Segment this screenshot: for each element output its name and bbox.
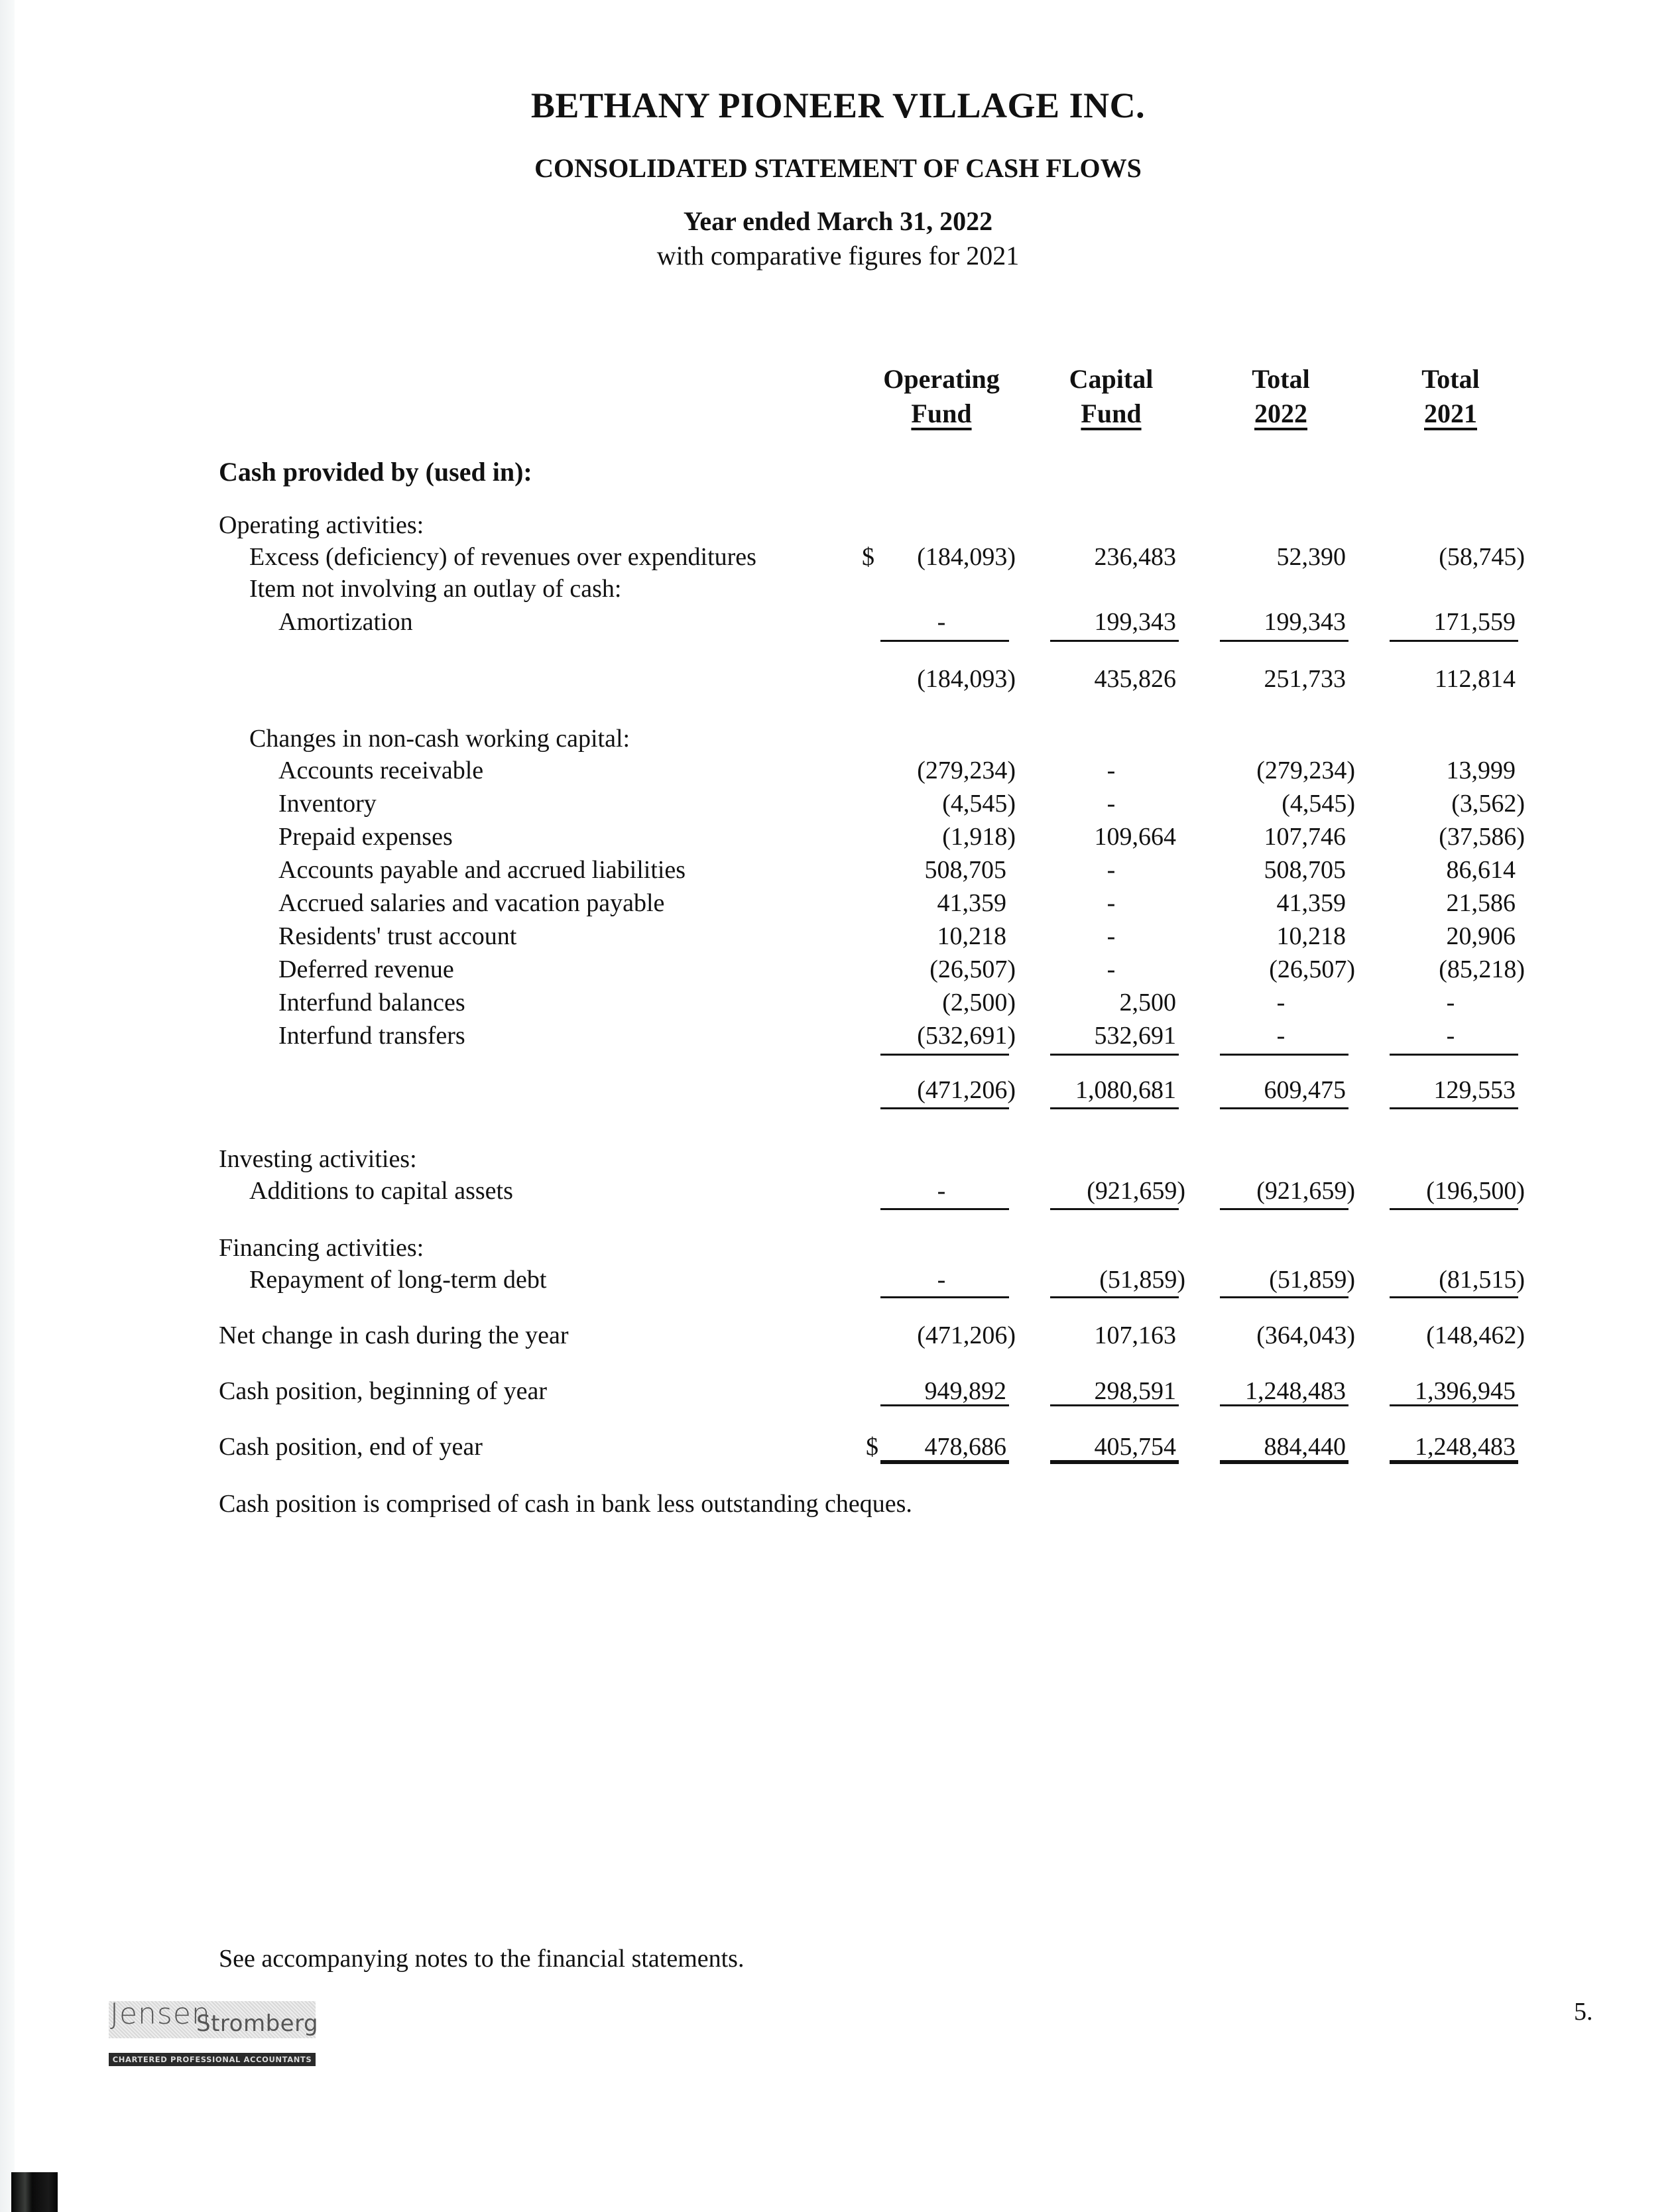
section-non-cash-item: Item not involving an outlay of cash: [249, 575, 622, 603]
underline [1050, 640, 1179, 642]
underline [1050, 1208, 1179, 1210]
cell-ifb-operating: (2,500) [942, 989, 1016, 1016]
row-label-accrued-salaries: Accrued salaries and vacation payable [278, 889, 665, 917]
underline [880, 1208, 1009, 1210]
cell-ar-capital: - [1107, 757, 1116, 784]
cell-deferred-total-2021: (85,218) [1439, 955, 1525, 983]
row-label-interfund-transfers: Interfund transfers [278, 1022, 465, 1050]
cell-trust-operating: 10,218 [937, 922, 1006, 950]
cell-excess-operating: (184,093) [917, 543, 1016, 571]
cell-ift-total-2022: - [1276, 1022, 1286, 1050]
underline [880, 1107, 1009, 1109]
cell-ifb-total-2021: - [1446, 989, 1455, 1016]
cell-prepaid-capital: 109,664 [1094, 823, 1176, 851]
cell-ift-capital: 532,691 [1094, 1022, 1176, 1050]
scan-edge [0, 0, 15, 2212]
cell-subtotal-working-total-2021: 129,553 [1433, 1076, 1516, 1104]
section-working-capital: Changes in non-cash working capital: [249, 725, 630, 753]
cell-capassets-total-2022: (921,659) [1256, 1177, 1355, 1205]
cell-inventory-total-2022: (4,545) [1282, 790, 1355, 818]
cell-deferred-capital: - [1107, 955, 1116, 983]
cell-ar-operating: (279,234) [917, 757, 1016, 784]
cell-amortization-operating: - [937, 608, 946, 636]
row-label-accounts-payable: Accounts payable and accrued liabilities [278, 856, 686, 884]
cell-amortization-capital: 199,343 [1094, 608, 1176, 636]
cash-position-footnote: Cash position is comprised of cash in bank less outstanding cheques. [219, 1490, 912, 1518]
cell-end-total-2021: 1,248,483 [1415, 1433, 1516, 1461]
comparative-subtitle: with comparative figures for 2021 [656, 241, 1020, 271]
cell-ap-total-2022: 508,705 [1264, 856, 1346, 884]
row-label-inventory: Inventory [278, 790, 377, 818]
cell-salaries-total-2022: 41,359 [1276, 889, 1346, 917]
row-label-deferred-revenue: Deferred revenue [278, 955, 454, 983]
column-header-total-2021: Total 2021 [1421, 364, 1480, 428]
cell-subtotal-operating-total-2022: 251,733 [1264, 665, 1346, 693]
column-header-total-2022: Total 2022 [1252, 364, 1310, 428]
cell-trust-total-2021: 20,906 [1446, 922, 1516, 950]
section-operating: Operating activities: [219, 511, 424, 539]
section-financing: Financing activities: [219, 1234, 424, 1262]
underline [1390, 1208, 1518, 1210]
cell-deferred-total-2022: (26,507) [1269, 955, 1355, 983]
cell-begin-total-2021: 1,396,945 [1415, 1377, 1516, 1405]
cell-capassets-operating: - [937, 1177, 946, 1205]
cell-ltd-total-2021: (81,515) [1439, 1266, 1525, 1294]
cell-ar-total-2022: (279,234) [1256, 757, 1355, 784]
cell-begin-capital: 298,591 [1094, 1377, 1176, 1405]
cell-trust-total-2022: 10,218 [1276, 922, 1346, 950]
cell-ap-capital: - [1107, 856, 1116, 884]
company-name: BETHANY PIONEER VILLAGE INC. [530, 86, 1146, 125]
cell-ift-total-2021: - [1446, 1022, 1455, 1050]
double-underline [1050, 1460, 1179, 1464]
section-investing: Investing activities: [219, 1145, 417, 1173]
underline [1220, 1296, 1348, 1298]
cell-ift-operating: (532,691) [917, 1022, 1016, 1050]
row-label-prepaid: Prepaid expenses [278, 823, 453, 851]
cell-excess-capital: 236,483 [1094, 543, 1176, 571]
underline [1220, 1107, 1348, 1109]
cell-subtotal-operating-total-2021: 112,814 [1434, 665, 1516, 693]
double-underline [1220, 1460, 1348, 1464]
page-number: 5. [1574, 1998, 1593, 2026]
underline [1220, 1208, 1348, 1210]
cell-begin-total-2022: 1,248,483 [1245, 1377, 1346, 1405]
row-label-amortization: Amortization [278, 608, 413, 636]
row-label-net-change: Net change in cash during the year [219, 1321, 569, 1349]
logo-name-jensen: Jensen [110, 1997, 211, 2031]
row-label-residents-trust: Residents' trust account [278, 922, 517, 950]
underline [1050, 1296, 1179, 1298]
cell-subtotal-working-operating: (471,206) [917, 1076, 1016, 1104]
underline [1220, 640, 1348, 642]
double-underline [880, 1460, 1009, 1464]
cell-salaries-total-2021: 21,586 [1446, 889, 1516, 917]
cell-net-total-2022: (364,043) [1256, 1321, 1355, 1349]
underline [1220, 1054, 1348, 1056]
currency-symbol: $ [862, 543, 874, 571]
column-header-capital-fund: Capital Fund [1069, 364, 1154, 428]
cell-prepaid-total-2022: 107,746 [1264, 823, 1346, 851]
cell-inventory-total-2021: (3,562) [1451, 790, 1525, 818]
cell-net-total-2021: (148,462) [1426, 1321, 1525, 1349]
cell-ltd-capital: (51,859) [1099, 1266, 1185, 1294]
underline [1050, 1404, 1179, 1406]
cell-prepaid-total-2021: (37,586) [1439, 823, 1525, 851]
underline [880, 1296, 1009, 1298]
row-label-capital-assets: Additions to capital assets [249, 1177, 513, 1205]
cell-capassets-capital: (921,659) [1087, 1177, 1185, 1205]
cell-begin-operating: 949,892 [924, 1377, 1006, 1405]
currency-symbol: $ [866, 1433, 878, 1461]
cell-amortization-total-2022: 199,343 [1264, 608, 1346, 636]
section-cash-provided: Cash provided by (used in): [219, 457, 532, 487]
cell-subtotal-operating-capital: 435,826 [1094, 665, 1176, 693]
cell-end-capital: 405,754 [1094, 1433, 1176, 1461]
underline [1390, 1404, 1518, 1406]
row-label-long-term-debt: Repayment of long-term debt [249, 1266, 547, 1294]
cell-trust-capital: - [1107, 922, 1116, 950]
cell-salaries-operating: 41,359 [937, 889, 1006, 917]
underline [1050, 1054, 1179, 1056]
cell-subtotal-working-capital: 1,080,681 [1075, 1076, 1176, 1104]
underline [1050, 1107, 1179, 1109]
cell-subtotal-operating-operating: (184,093) [917, 665, 1016, 693]
row-label-cash-beginning: Cash position, beginning of year [219, 1377, 547, 1405]
underline [880, 1404, 1009, 1406]
underline [1390, 1296, 1518, 1298]
column-header-operating-fund: Operating Fund [883, 364, 1000, 428]
row-label-cash-end: Cash position, end of year [219, 1433, 483, 1461]
logo-name-stromberg: Stromberg [196, 2010, 319, 2037]
cell-excess-total-2021: (58,745) [1439, 543, 1525, 571]
cell-net-capital: 107,163 [1094, 1321, 1176, 1349]
cell-prepaid-operating: (1,918) [942, 823, 1016, 851]
row-label-excess: Excess (deficiency) of revenues over expenditures [249, 543, 756, 571]
accounting-firm-logo [103, 1997, 322, 2067]
cell-ifb-total-2022: - [1276, 989, 1286, 1016]
statement-title: CONSOLIDATED STATEMENT OF CASH FLOWS [534, 153, 1142, 183]
cell-salaries-capital: - [1107, 889, 1116, 917]
cell-excess-total-2022: 52,390 [1276, 543, 1346, 571]
cell-ar-total-2021: 13,999 [1446, 757, 1516, 784]
cell-deferred-operating: (26,507) [929, 955, 1016, 983]
row-label-accounts-receivable: Accounts receivable [278, 757, 484, 784]
period-title: Year ended March 31, 2022 [683, 206, 993, 236]
row-label-interfund-balances: Interfund balances [278, 989, 465, 1016]
underline [1390, 640, 1518, 642]
underline [1220, 1404, 1348, 1406]
underline [1390, 1054, 1518, 1056]
cell-inventory-capital: - [1107, 790, 1116, 818]
cell-ltd-total-2022: (51,859) [1269, 1266, 1355, 1294]
scan-corner-mark [11, 2172, 58, 2212]
cell-end-total-2022: 884,440 [1264, 1433, 1346, 1461]
underline [1390, 1107, 1518, 1109]
cell-ltd-operating: - [937, 1266, 946, 1294]
cell-ifb-capital: 2,500 [1119, 989, 1176, 1016]
double-underline [1390, 1460, 1518, 1464]
cell-amortization-total-2021: 171,559 [1433, 608, 1516, 636]
cell-inventory-operating: (4,545) [942, 790, 1016, 818]
cell-capassets-total-2021: (196,500) [1426, 1177, 1525, 1205]
logo-tagline: CHARTERED PROFESSIONAL ACCOUNTANTS [109, 2053, 316, 2066]
cell-subtotal-working-total-2022: 609,475 [1264, 1076, 1346, 1104]
underline [880, 640, 1009, 642]
cell-ap-total-2021: 86,614 [1446, 856, 1516, 884]
cell-net-operating: (471,206) [917, 1321, 1016, 1349]
see-notes-text: See accompanying notes to the financial statements. [219, 1945, 745, 1973]
cell-end-operating: 478,686 [924, 1433, 1006, 1461]
cell-ap-operating: 508,705 [924, 856, 1006, 884]
underline [880, 1054, 1009, 1056]
